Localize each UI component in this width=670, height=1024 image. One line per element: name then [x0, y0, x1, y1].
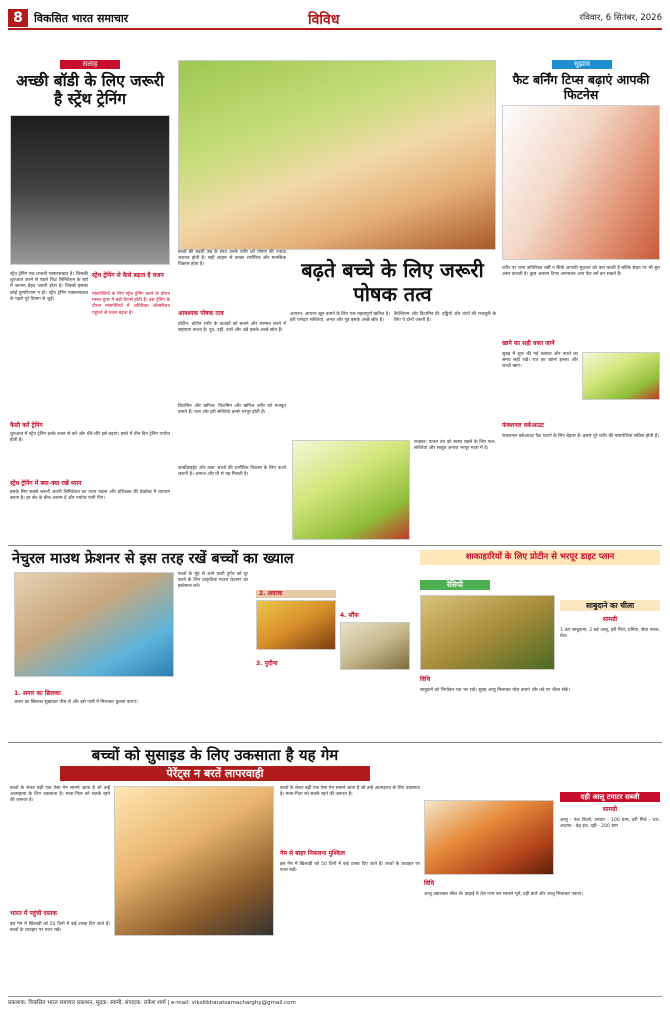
band3-headline: बच्चों को सुसाइड के लिए उकसाता है यह गेम: [91, 746, 339, 764]
col2-para2: विटामिन और खनिज: विटामिन और खनिज शरीर को मजबूत बनाते हैं। फल और हरी सब्जियां इनसे भरपूर होती हैं।: [178, 404, 286, 416]
gym-photo: [10, 115, 170, 265]
col2-para4: आयरन: आयरन खून बनाने के लिए एक महत्वपूर्ण खनिज है। हरी पत्तेदार सब्जियां, अनार और गुड़ इसके अच्छे स्रोत हैं।: [290, 312, 390, 324]
band2-item-anar: 1. अनार का छिलका: [14, 690, 61, 697]
col1-tag: सलाह: [60, 60, 120, 69]
recipe-header: शाकाहारियों के लिए प्रोटीन से भरपूर डाइट प्लान: [420, 550, 660, 565]
col1-sub1: स्ट्रेंथ ट्रेनिंग से कैसे बढ़ता है वजन: [92, 272, 164, 279]
band3-para3: बच्चों के लेकर बढ़ी एक ऐसा गेम सामने आया है जो उन्हें आत्महत्या के लिए उकसाता है। माता-पिता को सतर्क रहने की जरूरत है।: [280, 786, 420, 798]
band2-para1: बच्चों के मुंह से आने वाली दुर्गंध को दूर करने के लिए प्राकृतिक माउथ फ्रेशनर का इस्तेमाल करें।: [178, 572, 248, 590]
col3-headline: फैट बर्निंग टिप्स बढ़ाएं आपकी फिटनेस: [512, 72, 650, 102]
recipe2-tag: दही आलू टमाटर सब्जी: [560, 792, 660, 802]
recipe1-method: साबुदाने को भिगोकर रात भर रखें। सुबह आलू मिलाकर घोल बनाएं और तवे पर चीला सेकें।: [420, 688, 571, 693]
band3-para1: बच्चों के लेकर बढ़ी एक ऐसा गेम सामने आया है जो उन्हें आत्महत्या के लिए उकसाता है। माता-पिता को सतर्क रहने की जरूरत है।: [10, 786, 110, 804]
section-title: विविध: [308, 12, 340, 28]
band3-sub2: गेम से बाहर निकलना मुश्किल: [280, 850, 345, 857]
curry-photo: [424, 800, 554, 875]
col1-sub2: कैसी करें ट्रेनिंग: [10, 422, 43, 429]
ginger-photo: [256, 600, 336, 650]
col3-para2: सुबह में शुरू की गई कसरत और नाश्ते का समय सही रखें। रात का खाना हल्का और जल्दी खाएं।: [502, 352, 578, 370]
col1-para1: स्ट्रेंथ ट्रेनिंग एक प्रभावी एक्सरसाइज है। जिसकी शुरुआत करने से पहले फिट लिमिटेशन के बारे में जानना बेहद जरूरी होता है। जिससे इसका कोई दुष्परिणाम न हो। स्ट्रेंथ ट्रेनिंग एक्सरसाइज के पहले पूरे दिमाग से जुड़ें।: [10, 272, 88, 302]
col1-para2: मांसपेशियों के लिए स्ट्रेंथ ट्रेनिंग करने के दौरान मसल ग्रुप्स में बड़ी टियर्स होती हैं। इस ट्रेनिंग के दौरान मांसपेशियों में अतिरिक्त ऑक्सीजन पहुंचने से वजन बढ़ता है।: [92, 292, 170, 316]
girl-photo: [502, 105, 660, 260]
col1-para3: शुरुआत में स्ट्रेंथ ट्रेनिंग हल्के वजन से करें और धीरे-धीरे इसे बढ़ाएं। हफ्ते में तीन दिन ट्रेनिंग पर्याप्त होती है।: [10, 432, 170, 444]
col2-para6: फाइबर: पाचन तंत्र को स्वस्थ रखने के लिए फल, सब्जियां और साबुत अनाज भरपूर मात्रा में दें।: [414, 440, 496, 452]
band3-para2: इस गेम में खिलाड़ी को 50 दिनों में कई टास्क दिए जाते हैं। बच्चों के व्यवहार पर नजर रखें।: [10, 922, 110, 934]
veg-photo: [292, 440, 410, 540]
col2-sub1: आवश्यक पोषक तत्व: [178, 310, 224, 317]
col1-sub3: स्ट्रेंथ ट्रेनिंग में क्या-क्या रखें ध्यान: [10, 480, 82, 487]
page-number: 8: [8, 9, 28, 27]
fennel-photo: [340, 622, 410, 670]
band3-sub1: भारत में पहुंची दस्तक: [10, 910, 58, 917]
divider-2: [8, 742, 662, 743]
col1-headline: अच्छी बॉडी के लिए जरूरी है स्ट्रेंथ ट्रेनिंग: [15, 72, 165, 108]
band2-item-adrak: 2. अदरक: [256, 590, 336, 598]
col2-para1: प्रोटीन: प्रोटीन शरीर के ऊतकों को बनाने और मरम्मत करने में सहायता करता है। दूध, दही, दालें और अंडे इसके अच्छे स्रोत हैं।: [178, 322, 286, 334]
band2-item-saunf: 4. सौंफ: [340, 612, 359, 619]
date: रविवार, 6 सितंबर, 2026: [579, 13, 662, 23]
col1-para4: इसके लिए सबसे जरूरी अपनी लिमिटेशन का ध्यान रखना और प्रशिक्षक की देखरेख में व्यायाम करना है। हर सेट के बीच आराम दें और पर्याप्त पानी पिएं।: [10, 490, 170, 502]
col2-para5: कैल्शियम और विटामिन डी: हड्डियों और दांतों की मजबूती के लिए ये दोनों जरूरी हैं।: [394, 312, 496, 324]
band2-item-pudina: 3. पुदीना: [256, 660, 278, 667]
recipe1-method-label: विधि: [420, 676, 431, 683]
recipe2-ingredients: आलू - एक किलो, टमाटर - 100 ग्राम, हरी मिर्च - चार, अदरक - डेढ़ इंच, दही - 200 ग्राम: [560, 818, 660, 830]
recipe2-sub: सामग्री: [602, 806, 618, 813]
recipe1-title: साबुदाने का चीला: [560, 600, 660, 611]
masthead: [8, 8, 662, 30]
recipe-tag: रेसिपी: [420, 580, 490, 590]
footer: प्रकाशक: विकसित भारत समाचार प्रकाशन, मुद्रक: स्वामी, संपादक: राकेश शर्मा | e-mail: viksitbharatsamacharghy@gmail.com: [8, 996, 662, 1016]
recipe1-sub: सामग्री: [602, 616, 618, 623]
band3-banner: पेरेंट्स न बरतें लापरवाही: [60, 766, 370, 781]
col3-sub2: फंक्शनल वर्कआउट: [502, 422, 545, 429]
col3-sub1: खाने का सही वक्त जानें: [502, 340, 555, 347]
band3-para4: इस गेम में खिलाड़ी को 50 दिनों में कई टास्क दिए जाते हैं। बच्चों के व्यवहार पर नजर रखें।: [280, 862, 420, 874]
band2-headline: नेचुरल माउथ फ्रेशनर से इस तरह रखें बच्चों का ख्याल: [12, 551, 294, 567]
col2-para3: कार्बोहाइड्रेट और वसा: बच्चों की शारीरिक विकास के लिए ऊर्जा जरूरी है। अनाज और घी से यह मिलती है।: [178, 466, 286, 478]
kids-photo: [178, 60, 496, 250]
phone-photo: [114, 786, 274, 936]
recipe2-method: आलू उबालकर छील लें। कढ़ाई में तेल गरम कर मसाले भूनें, दही डालें और आलू मिलाकर पकाएं।: [424, 892, 583, 897]
fruit-photo: [582, 352, 660, 400]
col3-article: [502, 60, 660, 540]
col3-para3: फंक्शनल वर्कआउट फैट घटाने के लिए बेहतर है। इससे पूरे शरीर की मांसपेशियां सक्रिय होती हैं।: [502, 434, 659, 439]
divider-1: [8, 545, 662, 546]
col2-headline: बढ़ते बच्चे के लिए जरूरी पोषक तत्व: [301, 258, 484, 306]
cheela-photo: [420, 595, 555, 670]
col3-para1: शरीर पर जमा अतिरिक्त चर्बी न सिर्फ आपकी सुंदरता को कम करती है बल्कि सेहत पर भी बुरा असर डालती है। कुछ आसान टिप्स अपनाकर आप फैट बर्न कर सकते हैं।: [502, 266, 660, 278]
paper-name: विकसित भारत समाचार: [34, 12, 129, 25]
band2-para2: अनार का छिलका सुखाकर पीस लें और इसे पानी में मिलाकर कुल्ला कराएं।: [14, 700, 138, 705]
col2-intro: बच्चों की बढ़ती उम्र के साथ उनके शरीर को पोषण की ज्यादा जरूरत होती है। सही आहार से उनका शारीरिक और मानसिक विकास होता है।: [178, 250, 286, 268]
recipe1-ingredients: 1 कप साबुदाना, 2 बड़े आलू, हरी मिर्च, धनिया, सेंधा नमक, तेल।: [560, 628, 660, 640]
recipe2-method-label: विधि: [424, 880, 435, 887]
col1-article: [10, 60, 170, 540]
col3-tag: सुझाव: [552, 60, 612, 69]
boy-photo: [14, 572, 174, 677]
